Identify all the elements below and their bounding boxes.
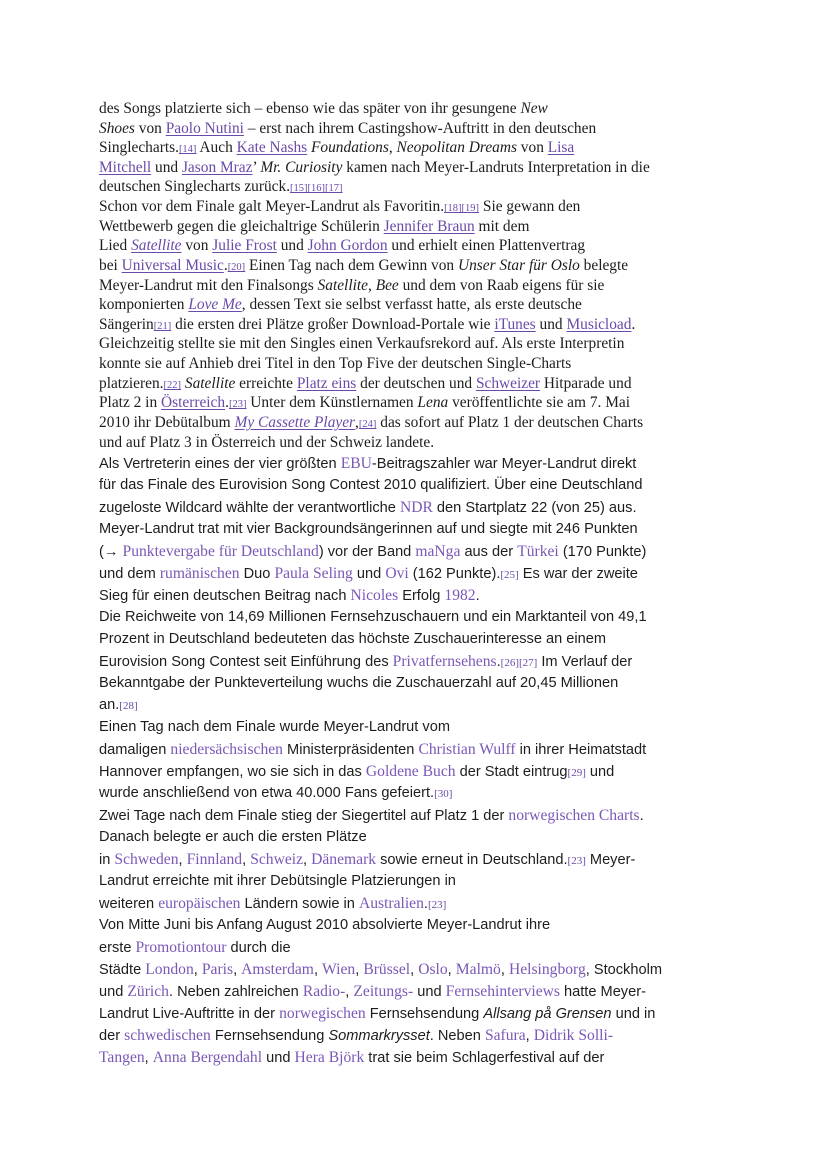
wiki-link[interactable]: Platz eins bbox=[296, 375, 357, 392]
text-run: sowie erneut in Deutschland. bbox=[376, 852, 568, 868]
wiki-link[interactable]: Dänemark bbox=[311, 851, 377, 868]
text-line bbox=[99, 296, 582, 314]
footnote-ref[interactable]: [26][27] bbox=[500, 657, 538, 669]
wiki-link[interactable]: Finnland bbox=[186, 851, 243, 868]
text-run: , bbox=[303, 852, 312, 868]
text-run: Meyer-Landrut trat mit vier Backgroundsängerinnen auf und siegte mit 246 Punkten bbox=[99, 521, 638, 537]
text-run: Erfolg bbox=[398, 588, 445, 604]
text-run: Es war der zweite bbox=[518, 566, 638, 582]
text-line bbox=[99, 895, 446, 913]
footnote-ref[interactable]: [23] bbox=[427, 899, 447, 911]
text-run: , bbox=[193, 962, 202, 978]
text-run: und bbox=[413, 984, 446, 1000]
text-run: wurde anschließend von etwa 40.000 Fans gefeiert. bbox=[99, 785, 435, 801]
text-line bbox=[99, 1027, 613, 1045]
footnote-ref[interactable]: [14] bbox=[178, 144, 197, 155]
text-run: . bbox=[475, 588, 480, 604]
text-run: . bbox=[423, 896, 428, 912]
text-run: Zwei Tage nach dem Finale stieg der Siegertitel auf Platz 1 der bbox=[99, 808, 509, 824]
wiki-link[interactable]: Helsingborg bbox=[508, 961, 586, 978]
text-run: und dem von Raab eigens für sie bbox=[398, 277, 605, 294]
text-run: Als Vertreterin eines der vier größten bbox=[99, 456, 341, 472]
wiki-link[interactable]: Anna Bergendahl bbox=[152, 1049, 263, 1066]
text-run: und in bbox=[611, 1006, 656, 1022]
text-run: von bbox=[134, 120, 166, 137]
text-run: Bekanntgabe der Punkteverteilung wuchs die Zuschauerzahl auf 20,45 Millionen bbox=[99, 675, 619, 691]
text-line bbox=[99, 873, 456, 889]
text-run: ’ bbox=[252, 159, 261, 176]
text-line bbox=[99, 1049, 604, 1067]
text-run: , bbox=[242, 852, 251, 868]
text-run: veröffentlichte sie am 7. Mai bbox=[448, 394, 630, 411]
text-line bbox=[99, 277, 604, 295]
text-run: und auf Platz 3 in Österreich und der Schweiz landete. bbox=[99, 434, 435, 451]
text-run: an. bbox=[99, 697, 120, 713]
text-run: . bbox=[225, 394, 229, 411]
italic-title: Satellite bbox=[184, 375, 236, 392]
text-run: die ersten drei Plätze großer Download-Portale wie bbox=[171, 316, 495, 333]
text-run: -Beitragszahler war Meyer-Landrut direkt bbox=[371, 456, 637, 472]
wiki-link[interactable]: Mitchell bbox=[99, 159, 152, 176]
text-run: deutschen Singlecharts zurück. bbox=[99, 178, 291, 195]
wiki-link[interactable]: Punktevergabe für Deutschland bbox=[122, 543, 319, 560]
text-run: Fernsehsendung bbox=[365, 1006, 484, 1022]
text-run: konnte sie auf Anhieb drei Titel in den Top Five der deutschen Single-Charts bbox=[99, 355, 572, 372]
wiki-link[interactable]: Nicoles bbox=[350, 587, 399, 604]
text-run: der deutschen und bbox=[356, 375, 476, 392]
italic-title: Mr. Curiosity bbox=[260, 159, 343, 176]
text-run: , bbox=[345, 984, 354, 1000]
text-run: Sie gewann den bbox=[479, 198, 581, 215]
text-run: und bbox=[352, 566, 386, 582]
wiki-link[interactable]: Schweden bbox=[114, 851, 179, 868]
text-line bbox=[99, 375, 632, 393]
italic-title: Foundations bbox=[311, 139, 389, 156]
text-run: belegte bbox=[579, 257, 629, 274]
text-run: Auch bbox=[196, 139, 237, 156]
wiki-link[interactable]: NDR bbox=[399, 499, 433, 516]
italic-title: Sommarkrysset bbox=[328, 1028, 430, 1044]
text-line bbox=[99, 139, 574, 157]
text-run: , bbox=[355, 414, 359, 431]
text-line bbox=[99, 499, 637, 517]
text-run: Duo bbox=[239, 566, 275, 582]
wiki-link[interactable]: iTunes bbox=[494, 316, 536, 333]
footnote-ref[interactable]: [18][19] bbox=[444, 203, 480, 214]
text-run: und bbox=[151, 159, 182, 176]
text-line bbox=[99, 829, 367, 845]
text-run: und bbox=[99, 984, 128, 1000]
text-line bbox=[99, 218, 529, 236]
text-run: (→ bbox=[99, 544, 123, 560]
text-line bbox=[99, 335, 624, 353]
text-line bbox=[99, 741, 646, 759]
text-line bbox=[99, 565, 638, 583]
wiki-link[interactable]: Christian Wulff bbox=[418, 741, 516, 758]
footnote-ref[interactable]: [21] bbox=[153, 321, 172, 332]
wiki-link[interactable]: Privatfernsehens bbox=[392, 653, 497, 670]
text-run: , bbox=[178, 852, 187, 868]
italic-title: Neopolitan Dreams bbox=[396, 139, 517, 156]
wiki-link[interactable]: Brüssel bbox=[363, 961, 411, 978]
italic-title: Lena bbox=[417, 394, 449, 411]
text-line bbox=[99, 631, 606, 647]
wiki-link[interactable]: Paolo Nutini bbox=[165, 120, 244, 137]
wiki-link[interactable]: Lisa bbox=[547, 139, 575, 156]
text-run: . bbox=[496, 654, 501, 670]
wiki-link[interactable]: norwegischen Charts bbox=[508, 807, 640, 824]
text-run: Danach belegte er auch die ersten Plätze bbox=[99, 829, 367, 845]
text-run: damaligen bbox=[99, 742, 171, 758]
text-line bbox=[99, 543, 646, 561]
text-run: , bbox=[525, 1028, 534, 1044]
text-run: , dessen Text sie selbst verfasst hatte, als erste deutsche bbox=[241, 296, 582, 313]
wiki-link[interactable]: Tangen bbox=[99, 1049, 145, 1066]
italic-title: Allsang på Grensen bbox=[483, 1006, 612, 1022]
text-line bbox=[99, 434, 434, 452]
text-run: für das Finale des Eurovision Song Contest 2010 qualifiziert. Über eine Deutschland bbox=[99, 477, 643, 493]
wiki-link[interactable]: My Cassette Player bbox=[234, 414, 356, 431]
text-run: Ländern sowie in bbox=[240, 896, 359, 912]
wiki-link[interactable]: Kate Nashs bbox=[236, 139, 308, 156]
wiki-link[interactable]: Oslo bbox=[418, 961, 448, 978]
text-line bbox=[99, 983, 646, 1001]
wiki-link[interactable]: schwedischen bbox=[124, 1027, 211, 1044]
wiki-link[interactable]: europäischen bbox=[158, 895, 241, 912]
text-run: (170 Punkte) bbox=[558, 544, 647, 560]
wiki-link[interactable]: norwegischen bbox=[279, 1005, 366, 1022]
wiki-link[interactable]: Didrik Solli- bbox=[533, 1027, 614, 1044]
text-run: und bbox=[276, 237, 308, 254]
text-run: hatte Meyer- bbox=[559, 984, 646, 1000]
text-line bbox=[99, 120, 596, 138]
wiki-link[interactable]: Hera Björk bbox=[294, 1049, 365, 1066]
text-run: Meyer- bbox=[585, 852, 636, 868]
text-run: erreichte bbox=[235, 375, 297, 392]
footnote-ref[interactable]: [22] bbox=[163, 380, 182, 391]
text-run: in ihrer Heimatstadt bbox=[515, 742, 647, 758]
text-line bbox=[99, 257, 628, 275]
text-run: das sofort auf Platz 1 der deutschen Charts bbox=[376, 414, 644, 431]
text-run: Hitparade und bbox=[540, 375, 632, 392]
text-line bbox=[99, 477, 643, 493]
text-run: Die Reichweite von 14,69 Millionen Fernsehzuschauern und ein Marktanteil von 49,1 bbox=[99, 609, 647, 625]
text-run: Eurovision Song Contest seit Einführung des bbox=[99, 654, 393, 670]
text-run: . bbox=[223, 257, 228, 274]
text-line bbox=[99, 1005, 655, 1023]
text-run: Im Verlauf der bbox=[537, 654, 633, 670]
italic-title: Shoes bbox=[99, 120, 135, 137]
text-run: Von Mitte Juni bis Anfang August 2010 absolvierte Meyer-Landrut ihre bbox=[99, 917, 551, 933]
text-run: , bbox=[355, 962, 364, 978]
text-run: Hannover empfangen, wo sie sich in das bbox=[99, 764, 366, 780]
wiki-link[interactable]: Australien bbox=[358, 895, 424, 912]
text-line bbox=[99, 653, 632, 671]
text-line bbox=[99, 414, 643, 432]
text-run: , bbox=[233, 962, 242, 978]
text-run: des Songs platzierte sich – ebenso wie das später von ihr gesungene bbox=[99, 100, 521, 117]
text-line bbox=[99, 355, 571, 373]
text-run: und bbox=[585, 764, 615, 780]
text-line bbox=[99, 237, 585, 255]
footnote-ref[interactable]: [30] bbox=[434, 788, 453, 800]
text-line bbox=[99, 917, 550, 933]
footnote-ref[interactable]: [20] bbox=[227, 262, 246, 273]
text-run: zugeloste Wildcard wählte der verantwortliche bbox=[99, 500, 400, 516]
footnote-ref[interactable]: [24] bbox=[358, 419, 377, 430]
wiki-link[interactable]: Julie Frost bbox=[212, 237, 277, 254]
wiki-link[interactable]: EBU bbox=[340, 455, 372, 472]
wiki-link[interactable]: Malmö bbox=[455, 961, 501, 978]
text-run: Einen Tag nach dem Finale wurde Meyer-Landrut vom bbox=[99, 719, 450, 735]
text-run: der Stadt eintrug bbox=[455, 764, 568, 780]
wiki-link[interactable]: Satellite bbox=[131, 237, 182, 254]
text-line bbox=[99, 587, 480, 605]
text-run: aus der bbox=[460, 544, 518, 560]
wiki-link[interactable]: Radio- bbox=[302, 983, 346, 1000]
text-run: , bbox=[388, 139, 397, 156]
text-line bbox=[99, 675, 618, 691]
text-run: erste bbox=[99, 940, 136, 956]
text-run: Prozent in Deutschland bedeuteten das höchste Zuschauerinteresse an einem bbox=[99, 631, 607, 647]
text-run: , bbox=[410, 962, 419, 978]
text-run: der bbox=[99, 1028, 125, 1044]
text-line bbox=[99, 939, 291, 957]
text-run: Fernsehsendung bbox=[210, 1028, 329, 1044]
text-run: Landrut erreichte mit ihrer Debütsingle Platzierungen in bbox=[99, 873, 456, 889]
text-run: . Neben bbox=[429, 1028, 485, 1044]
text-line bbox=[99, 100, 548, 118]
text-run: ) vor der Band bbox=[318, 544, 416, 560]
text-run: Lied bbox=[99, 237, 132, 254]
wiki-link[interactable]: Ovi bbox=[385, 565, 409, 582]
footnote-ref[interactable]: [23] bbox=[228, 399, 247, 410]
text-run: weiteren bbox=[99, 896, 159, 912]
footnote-ref[interactable]: [15][16][17] bbox=[290, 183, 343, 194]
text-run: , bbox=[447, 962, 456, 978]
wiki-link[interactable]: niedersächsischen bbox=[170, 741, 283, 758]
italic-title: Bee bbox=[375, 277, 399, 294]
text-run: Landrut Live-Auftritte in der bbox=[99, 1006, 280, 1022]
text-run: mit dem bbox=[474, 218, 530, 235]
italic-title: Satellite bbox=[317, 277, 368, 294]
text-run: kamen nach Meyer-Landruts Interpretation in die bbox=[342, 159, 650, 176]
text-run: . bbox=[639, 808, 644, 824]
text-run: und erhielt einen Plattenvertrag bbox=[387, 237, 586, 254]
wiki-link[interactable]: 1982 bbox=[444, 587, 476, 604]
text-run: Unter dem Künstlernamen bbox=[246, 394, 418, 411]
text-run: Ministerpräsidenten bbox=[282, 742, 419, 758]
text-run: Schon vor dem Finale galt Meyer-Landrut als Favoritin. bbox=[99, 198, 445, 215]
wiki-link[interactable]: Schweizer bbox=[475, 375, 541, 392]
text-run: den Startplatz 22 (von 25) aus. bbox=[432, 500, 637, 516]
text-run: . bbox=[631, 316, 636, 333]
text-run: Meyer-Landrut mit den Finalsongs bbox=[99, 277, 318, 294]
text-line bbox=[99, 521, 638, 537]
text-line bbox=[99, 609, 647, 625]
text-run: , Stockholm bbox=[585, 962, 662, 978]
text-run: bei bbox=[99, 257, 122, 274]
wiki-link[interactable]: Promotiontour bbox=[135, 939, 227, 956]
wiki-link[interactable]: Wien bbox=[322, 961, 356, 978]
wiki-link[interactable]: Paris bbox=[201, 961, 234, 978]
text-run: 2010 ihr Debütalbum bbox=[99, 414, 235, 431]
text-run: komponierten bbox=[99, 296, 189, 313]
text-line bbox=[99, 785, 452, 801]
wiki-link[interactable]: Jason Mraz bbox=[181, 159, 253, 176]
text-run: und bbox=[262, 1050, 295, 1066]
wiki-link[interactable]: Universal Music bbox=[121, 257, 224, 274]
text-run: Gleichzeitig stellte sie mit den Singles einen Verkaufsrekord auf. Als erste Interpretin bbox=[99, 335, 625, 352]
italic-title: Unser Star für Oslo bbox=[457, 257, 580, 274]
text-run: und dem bbox=[99, 566, 160, 582]
wiki-link[interactable]: Schweiz bbox=[250, 851, 304, 868]
wiki-link[interactable]: Zürich bbox=[127, 983, 169, 1000]
wiki-link[interactable]: Zeitungs- bbox=[353, 983, 414, 1000]
text-run: in bbox=[99, 852, 115, 868]
italic-title: New bbox=[520, 100, 548, 117]
text-run: Städte bbox=[99, 962, 146, 978]
text-line bbox=[99, 316, 635, 334]
text-line bbox=[99, 198, 580, 216]
text-line bbox=[99, 961, 662, 979]
text-run: Wettbewerb gegen die gleichaltrige Schülerin bbox=[99, 218, 384, 235]
wiki-link[interactable]: Musicload bbox=[566, 316, 632, 333]
text-run: trat sie beim Schlagerfestival auf der bbox=[364, 1050, 605, 1066]
text-run: , bbox=[144, 1050, 153, 1066]
text-line bbox=[99, 719, 450, 735]
wiki-link[interactable]: Jennifer Braun bbox=[383, 218, 475, 235]
text-run: durch die bbox=[226, 940, 291, 956]
text-line bbox=[99, 178, 343, 196]
text-run: . Neben zahlreichen bbox=[168, 984, 303, 1000]
text-run: Singlecharts. bbox=[99, 139, 179, 156]
text-line bbox=[99, 851, 635, 869]
text-run: Platz 2 in bbox=[99, 394, 161, 411]
footnote-ref[interactable]: [23] bbox=[567, 855, 586, 867]
text-line bbox=[99, 394, 630, 412]
footnote-ref[interactable]: [28] bbox=[119, 700, 138, 712]
wiki-link[interactable]: Türkei bbox=[517, 543, 559, 560]
wiki-link[interactable]: maNga bbox=[415, 543, 461, 560]
text-run: von bbox=[516, 139, 548, 156]
wiki-link[interactable]: Österreich bbox=[160, 394, 226, 411]
text-run: – erst nach ihrem Castingshow-Auftritt in den deutschen bbox=[243, 120, 597, 137]
text-run: Sieg für einen deutschen Beitrag nach bbox=[99, 588, 351, 604]
wiki-link[interactable]: Paula Seling bbox=[274, 565, 353, 582]
text-run: (162 Punkte). bbox=[408, 566, 501, 582]
wiki-link[interactable]: Safura bbox=[484, 1027, 526, 1044]
text-line bbox=[99, 763, 614, 781]
wiki-link[interactable]: John Gordon bbox=[307, 237, 388, 254]
text-run: Einen Tag nach dem Gewinn von bbox=[245, 257, 458, 274]
footnote-ref[interactable]: [25] bbox=[500, 569, 519, 581]
text-run: , bbox=[500, 962, 509, 978]
wiki-link[interactable]: Fernsehinterviews bbox=[445, 983, 560, 1000]
wiki-link[interactable]: Goldene Buch bbox=[365, 763, 456, 780]
text-run: platzieren. bbox=[99, 375, 164, 392]
wiki-link[interactable]: London bbox=[145, 961, 194, 978]
wiki-link[interactable]: rumänischen bbox=[159, 565, 240, 582]
wiki-link[interactable]: Love Me bbox=[188, 296, 242, 313]
text-run: , bbox=[367, 277, 376, 294]
text-line bbox=[99, 455, 636, 473]
text-line bbox=[99, 159, 650, 177]
footnote-ref[interactable]: [29] bbox=[567, 767, 586, 779]
text-line bbox=[99, 697, 138, 713]
text-line bbox=[99, 807, 644, 825]
text-run: Sängerin bbox=[99, 316, 154, 333]
text-run: , bbox=[313, 962, 323, 978]
text-run: von bbox=[181, 237, 213, 254]
text-run: und bbox=[535, 316, 567, 333]
wiki-link[interactable]: Amsterdam bbox=[241, 961, 314, 978]
